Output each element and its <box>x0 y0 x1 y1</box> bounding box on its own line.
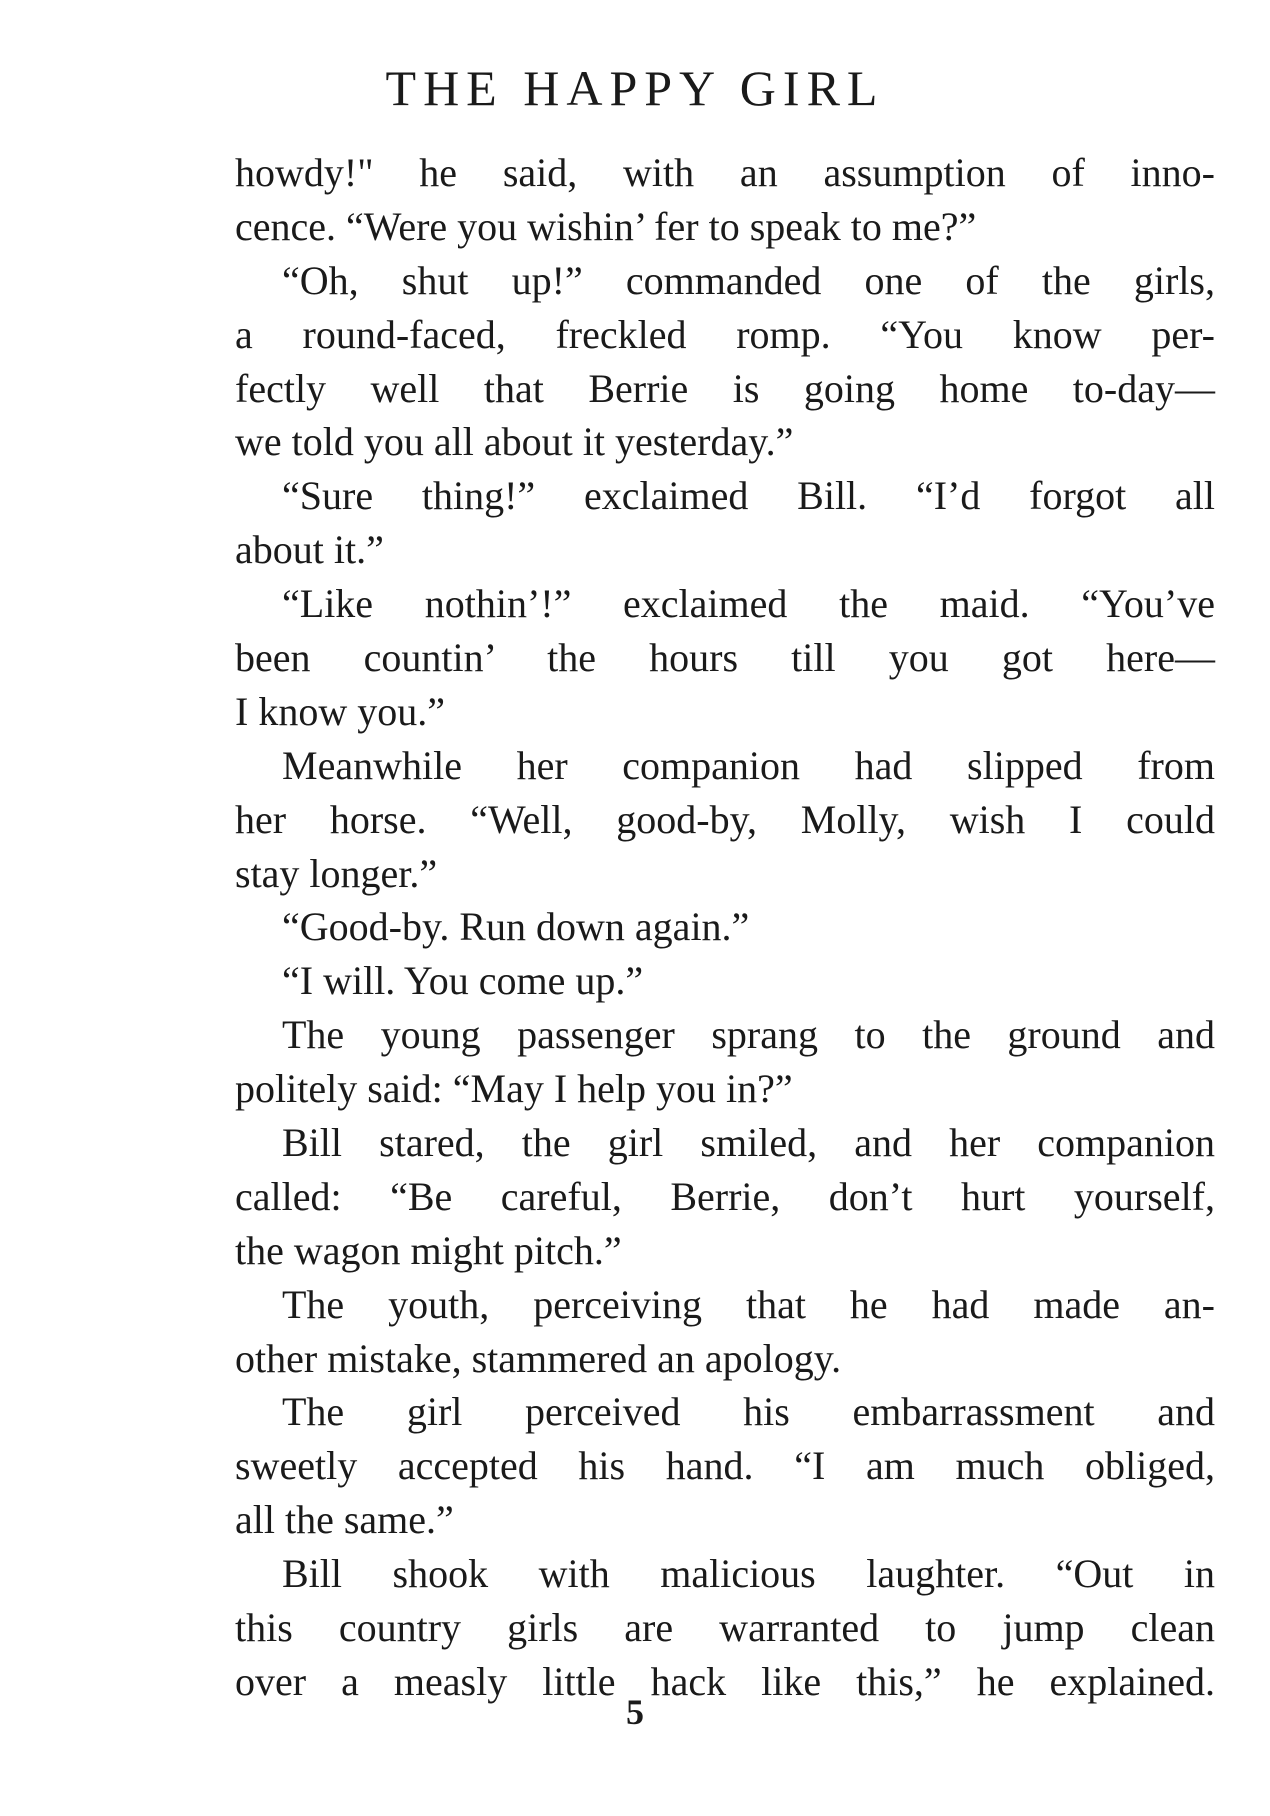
text-line: stay longer.” <box>235 850 438 896</box>
text-line: called: “Be careful, Berrie, don’t hurt yourself, <box>235 1173 1215 1219</box>
text-line: over a measly little hack like this,” he explained. <box>235 1658 1215 1704</box>
text-line: been countin’ the hours till you got here— <box>235 635 1215 681</box>
text-line: politely said: “May I help you in?” <box>235 1066 793 1112</box>
text-line: the wagon might pitch.” <box>235 1227 622 1273</box>
text-line: “Oh, shut up!” commanded one of the girls, <box>282 257 1215 303</box>
text-line: this country girls are warranted to jump clean <box>235 1605 1215 1651</box>
text-line: we told you all about it yesterday.” <box>235 419 794 465</box>
text-line: other mistake, stammered an apology. <box>235 1335 842 1381</box>
text-line: “Good-by. Run down again.” <box>282 904 750 950</box>
text-line: her horse. “Well, good-by, Molly, wish I could <box>235 796 1215 842</box>
text-line: The girl perceived his embarrassment and <box>282 1389 1215 1435</box>
page-number: 5 <box>626 1692 644 1732</box>
text-line: fectly well that Berrie is going home to-day— <box>235 365 1215 411</box>
text-line: “Like nothin’!” exclaimed the maid. “You’ve <box>282 581 1215 627</box>
text-line: all the same.” <box>235 1497 454 1543</box>
text-line: sweetly accepted his hand. “I am much obliged, <box>235 1443 1215 1489</box>
text-line: cence. “Were you wishin’ fer to speak to me?” <box>235 203 977 249</box>
text-line: Bill shook with malicious laughter. “Out in <box>282 1551 1215 1597</box>
text-line: about it.” <box>235 527 384 573</box>
text-line: I know you.” <box>235 688 445 734</box>
text-line: Bill stared, the girl smiled, and her companion <box>282 1120 1215 1166</box>
text-line: Meanwhile her companion had slipped from <box>282 742 1215 788</box>
text-line: The youth, perceiving that he had made an- <box>282 1281 1215 1327</box>
text-line: a round-faced, freckled romp. “You know per- <box>235 311 1215 357</box>
text-line: The young passenger sprang to the ground and <box>282 1012 1215 1058</box>
running-head: THE HAPPY GIRL <box>385 60 885 116</box>
text-line: “Sure thing!” exclaimed Bill. “I’d forgot all <box>282 473 1215 519</box>
body-text <box>235 146 1215 1709</box>
text-line: howdy!" he said, with an assumption of inno- <box>235 150 1215 195</box>
text-line: “I will. You come up.” <box>282 958 644 1004</box>
